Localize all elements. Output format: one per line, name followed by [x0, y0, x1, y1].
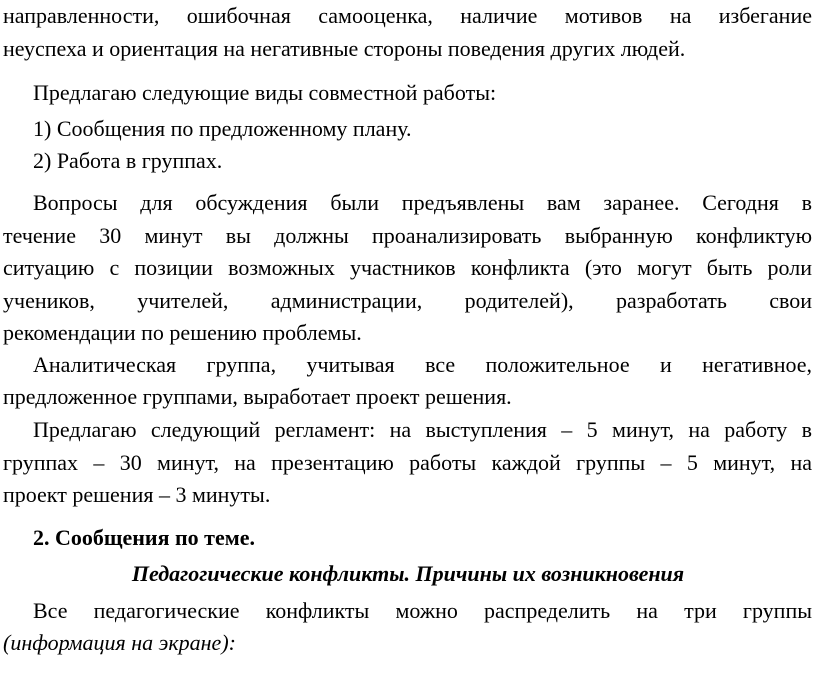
paragraph-schedule-line-3: проект решения – 3 минуты.	[3, 482, 271, 507]
paragraph-0-line-1: направленности, ошибочная самооценка, наличие мотивов на избегание	[3, 3, 812, 28]
list-item-2: 2) Работа в группах.	[33, 148, 223, 173]
paragraph-questions-line-2: течение 30 минут вы должны проанализировать выбранную конфликтую	[3, 223, 812, 248]
paragraph-analytic-line-2: предложенное группами, выработает проект решения.	[3, 384, 512, 409]
final-paragraph-line-1: Все педагогические конфликты можно распределить на три группы	[33, 598, 812, 623]
final-paragraph-line-2: (информация на экране):	[3, 630, 236, 655]
paragraph-0-line-2: неуспеха и ориентация на негативные стороны поведения других людей.	[3, 36, 686, 61]
paragraph-schedule-line-2: группах – 30 минут, на презентацию работы каждой группы – 5 минут, на	[3, 450, 812, 475]
section-heading: 2. Сообщения по теме.	[33, 525, 255, 550]
paragraph-questions-line-1: Вопросы для обсуждения были предъявлены вам заранее. Сегодня в	[33, 190, 812, 215]
paragraph-analytic-line-1: Аналитическая группа, учитывая все положительное и негативное,	[33, 352, 812, 377]
subheading: Педагогические конфликты. Причины их возникновения	[131, 561, 685, 586]
paragraph-questions-line-5: рекомендации по решению проблемы.	[3, 320, 362, 345]
paragraph-work-types: Предлагаю следующие виды совместной работы:	[33, 80, 497, 105]
paragraph-schedule-line-1: Предлагаю следующий регламент: на выступления – 5 минут, на работу в	[33, 417, 812, 442]
paragraph-questions-line-4: учеников, учителей, администрации, родителей), разработать свои	[3, 288, 812, 313]
list-item-1: 1) Сообщения по предложенному плану.	[33, 116, 412, 141]
paragraph-questions-line-3: ситуацию с позиции возможных участников конфликта (это могут быть роли	[3, 255, 812, 280]
